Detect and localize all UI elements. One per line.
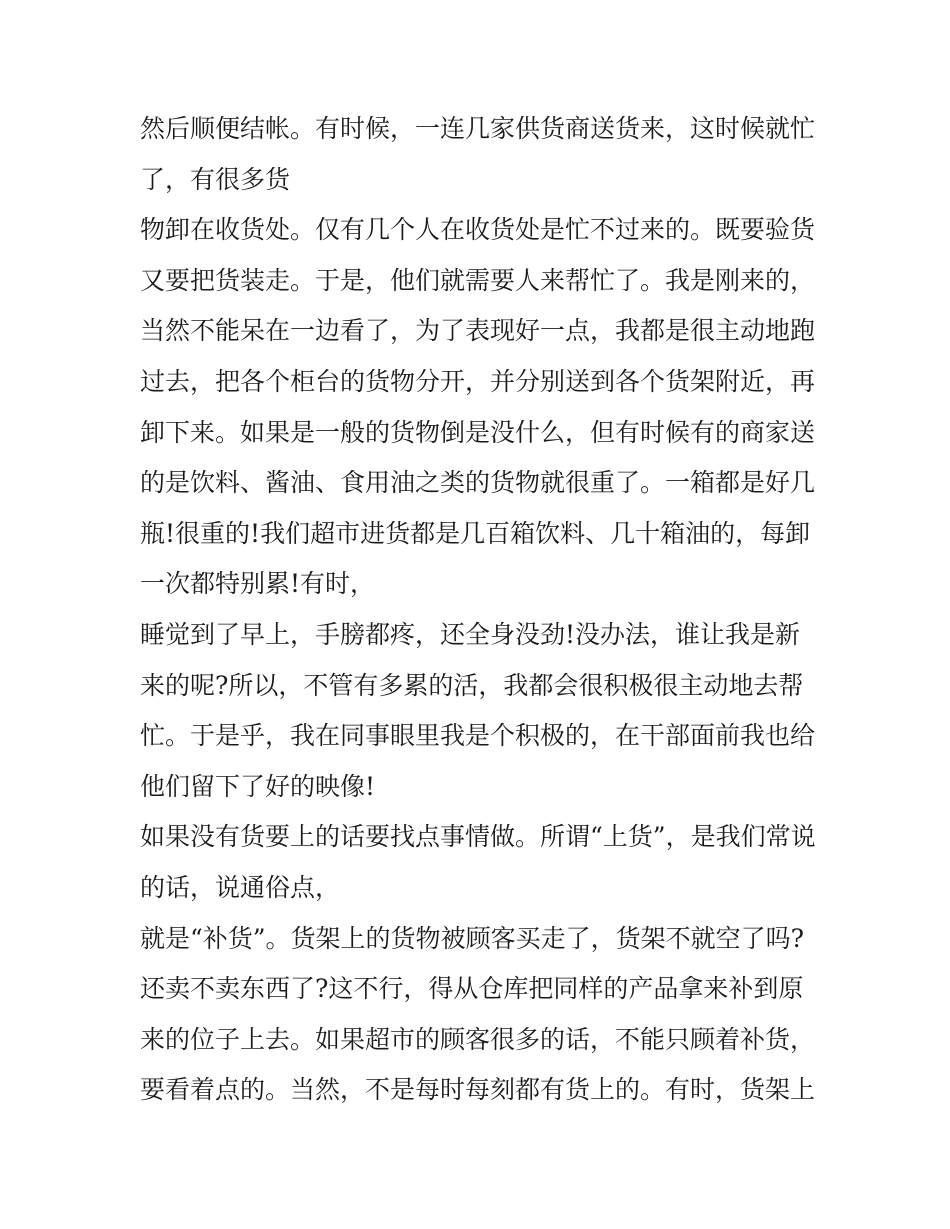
- text-line: 了，有很多货: [140, 164, 291, 194]
- text-line: 过去，把各个柜台的货物分开，并分别送到各个货架附近，再: [140, 366, 816, 396]
- text-line: 的是饮料、酱油、食用油之类的货物就很重了。一箱都是好几: [140, 468, 816, 498]
- text-line: 还卖不卖东西了?这不行，得从仓库把同样的产品拿来补到原: [140, 974, 804, 1004]
- text-line: 当然不能呆在一边看了，为了表现好一点，我都是很主动地跑: [140, 316, 816, 346]
- text-line: 就是“补货”。货架上的货物被顾客买走了，货架不就空了吗?: [140, 923, 804, 953]
- text-line: 物卸在收货处。仅有几个人在收货处是忙不过来的。既要验货: [140, 215, 816, 245]
- text-line: 来的位子上去。如果超市的顾客很多的话，不能只顾着补货，: [140, 1024, 816, 1054]
- text-line: 卸下来。如果是一般的货物倒是没什么，但有时候有的商家送: [140, 417, 816, 447]
- text-line: 瓶!很重的!我们超市进货都是几百箱饮料、几十箱油的，每卸: [140, 518, 811, 548]
- text-line: 一次都特别累!有时，: [140, 569, 376, 599]
- text-line: 如果没有货要上的话要找点事情做。所谓“上货”，是我们常说: [140, 822, 816, 852]
- text-line: 来的呢?所以，不管有多累的活，我都会很积极很主动地去帮: [140, 670, 804, 700]
- text-line: 要看着点的。当然，不是每时每刻都有货上的。有时，货架上: [140, 1075, 816, 1105]
- document-body: [140, 104, 820, 1116]
- text-line: 他们留下了好的映像!: [140, 771, 376, 801]
- text-line: 然后顺便结帐。有时候，一连几家供货商送货来，这时候就忙: [140, 114, 816, 143]
- text-line: 的话，说通俗点，: [140, 872, 341, 902]
- text-line: 睡觉到了早上，手膀都疼，还全身没劲!没办法，谁让我是新: [140, 619, 801, 649]
- text-line: 忙。于是乎，我在同事眼里我是个积极的，在干部面前我也给: [140, 721, 816, 751]
- text-line: 又要把货装走。于是，他们就需要人来帮忙了。我是刚来的，: [140, 265, 816, 295]
